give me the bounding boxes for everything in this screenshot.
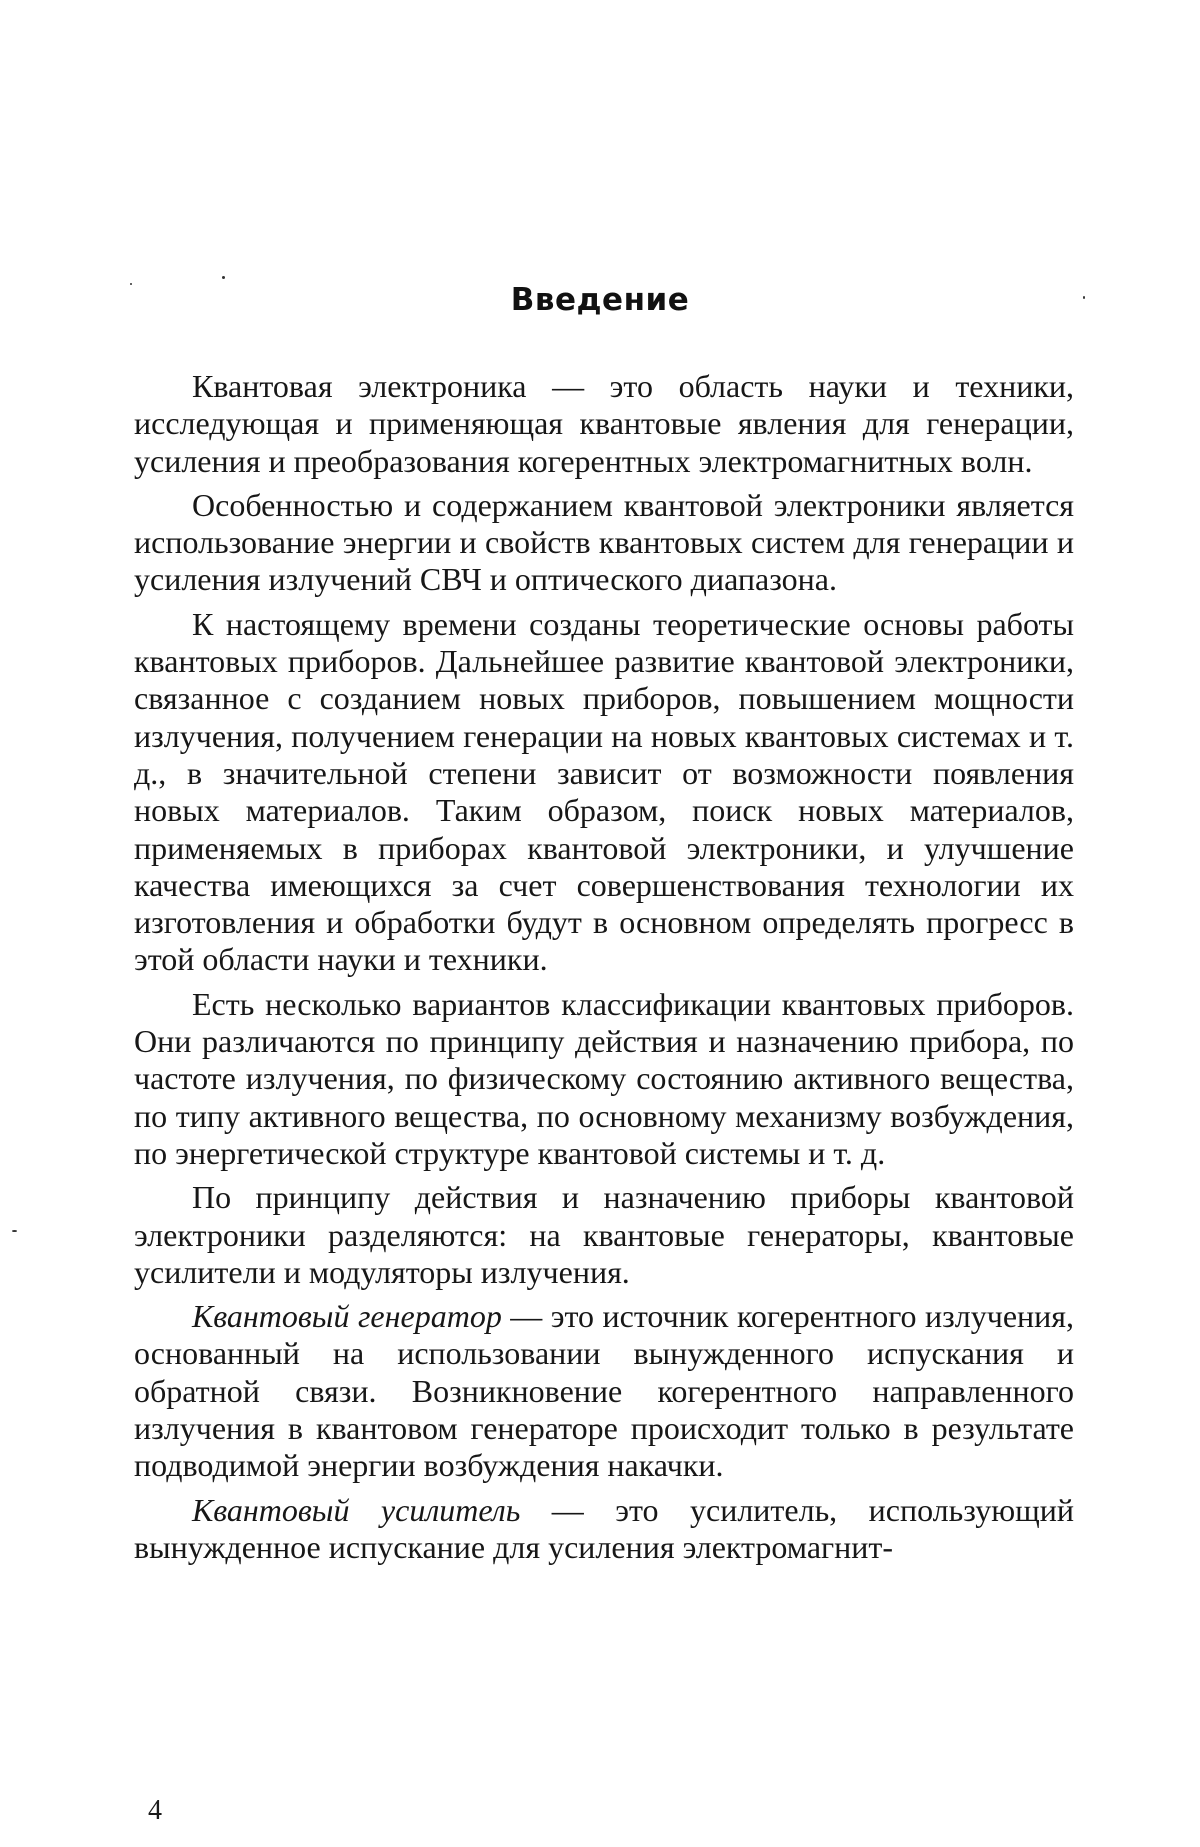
term-quantum-generator: Квантовый генератор: [192, 1298, 502, 1335]
paragraph: К настоящему времени созданы теоретические основы работы квантовых приборов. Дальнейшее развитие квантовой электроники, связанное с созданием новых приборов, повышением мощности излучения, получением генерации на новых квантовых системах и т. д., в значительной степени зависит от возможности появления новых материалов. Таким образом, поиск новых материалов, применяемых в приборах квантовой электроники, и улучшение качества имеющихся за счет совершенствования технологии их изготовления и обработки будут в основном определять прогресс в этой области науки и техники.: [134, 605, 1074, 978]
paragraph: Квантовая электроника — это область науки и техники, исследующая и применяющая квантовые явления для генерации, усиления и преобразования когерентных электромагнитных волн.: [134, 368, 1074, 479]
paragraph: Особенностью и содержанием квантовой электроники является использование энергии и свойств квантовых систем для генерации и усиления излучений СВЧ и оптического диапазона.: [134, 486, 1074, 598]
chapter-heading: Введение: [510, 282, 690, 318]
paragraph: Есть несколько вариантов классификации квантовых приборов. Они различаются по принципу действия и назначению прибора, по частоте излучения, по физическому состоянию активного вещества, по типу активного вещества, по основному механизму возбуждения, по энергетической структуре квантовой системы и т. д.: [134, 985, 1074, 1171]
body-text: [134, 368, 1074, 1566]
definition-text: — это усилитель, использующий вынужденное испускание для усиления электромагнит-: [134, 1491, 1075, 1565]
term-quantum-amplifier: Квантовый усилитель: [192, 1491, 521, 1528]
page-number: 4: [148, 1795, 162, 1826]
definition-text: — это источник когерентного излучения, основанный на использовании вынужденного испускания и обратной связи. Возникновение когерентного направленного излучения в квантовом генераторе происходит только в результате подводимой энергии возбуждения накачки.: [134, 1298, 1074, 1484]
print-speck: [222, 276, 225, 279]
paragraph-definition: [134, 1492, 1074, 1567]
paragraph-definition: [134, 1298, 1074, 1484]
print-speck: [12, 1230, 17, 1232]
paragraph: По принципу действия и назначению приборы квантовой электроники разделяются: на квантовые генераторы, квантовые усилители и модуляторы излучения.: [134, 1179, 1074, 1290]
